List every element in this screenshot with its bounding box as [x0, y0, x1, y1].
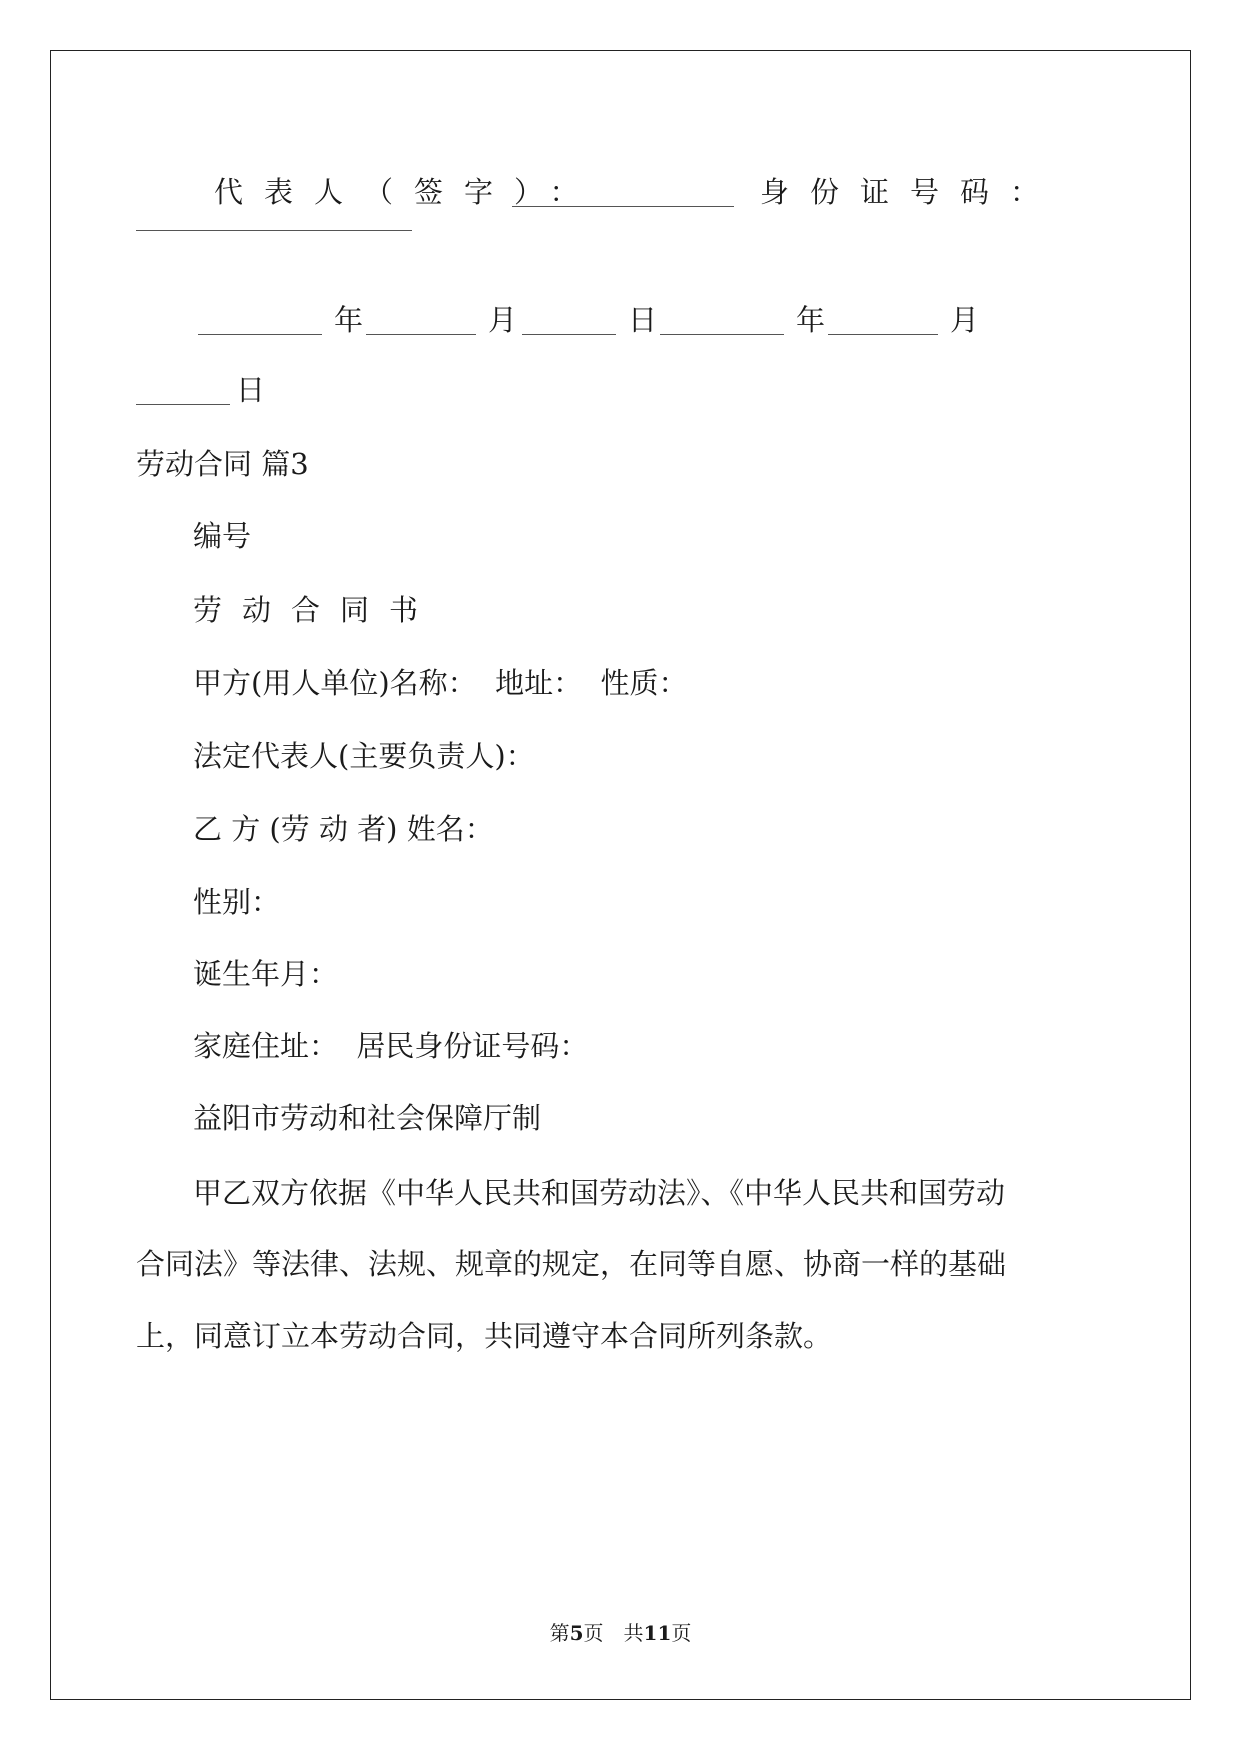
day2-label: 日 [236, 373, 266, 407]
body-line-1: 甲乙双方依据《中华人民共和国劳动法》、《中华人民共和国劳动 [193, 1176, 1006, 1210]
total-pages-number: 11 [643, 1621, 672, 1645]
serial-label: 编号 [193, 519, 252, 553]
footer-prefix: 第 [549, 1621, 570, 1645]
page-footer [0, 1621, 1241, 1645]
year1-label: 年 [334, 303, 364, 337]
party-a-line: 甲方(用人单位)名称： 地址： 性质： [193, 666, 688, 700]
day2-blank[interactable] [136, 380, 230, 405]
party-b-line: 乙 方 (劳 动 者) 姓名： [193, 812, 494, 846]
date-row [0, 300, 1241, 340]
month1-blank[interactable] [366, 310, 476, 335]
footer-suffix: 页 [671, 1621, 692, 1645]
month2-label: 月 [950, 303, 980, 337]
year1-blank[interactable] [198, 310, 322, 335]
page-border [50, 50, 1191, 1700]
footer-mid: 页 共 [583, 1621, 644, 1645]
year2-label: 年 [796, 303, 826, 337]
representative-label: 代表人（签字）： [214, 175, 600, 209]
legal-representative-line: 法定代表人(主要负责人)： [193, 739, 535, 773]
address-line: 家庭住址： 居民身份证号码： [193, 1029, 589, 1063]
id-number-label: 身份证号码： [760, 175, 1061, 209]
month2-blank[interactable] [828, 310, 938, 335]
section-title: 劳动合同 篇3 [136, 447, 309, 481]
gender-line: 性别： [193, 885, 281, 919]
current-page-number: 5 [569, 1621, 584, 1645]
year2-blank[interactable] [660, 310, 784, 335]
representative-signature-blank[interactable] [512, 182, 734, 207]
issuer-line: 益阳市劳动和社会保障厅制 [193, 1101, 542, 1135]
date-row-continued [0, 370, 1241, 410]
birth-line: 诞生年月： [193, 957, 339, 991]
body-line-3: 上，同意订立本劳动合同，共同遵守本合同所列条款。 [136, 1319, 833, 1353]
month1-label: 月 [488, 303, 518, 337]
body-line-2: 合同法》等法律、法规、规章的规定，在同等自愿、协商一样的基础 [136, 1247, 1007, 1281]
day1-label: 日 [628, 303, 658, 337]
document-title: 劳动合同书 [193, 593, 439, 627]
day1-blank[interactable] [522, 310, 616, 335]
id-number-blank[interactable] [136, 206, 412, 231]
